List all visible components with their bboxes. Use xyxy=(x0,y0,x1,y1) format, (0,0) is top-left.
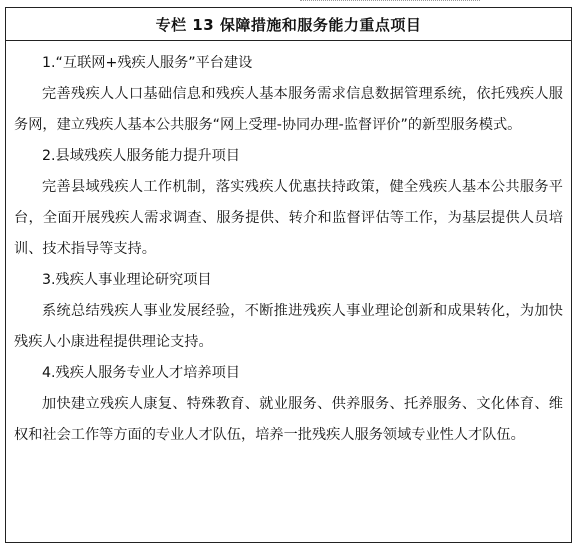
section-heading: 2.县域残疾人服务能力提升项目 xyxy=(42,148,240,164)
section-3 xyxy=(14,265,563,358)
box-body xyxy=(6,41,571,451)
section-text: 完善县域残疾人工作机制，落实残疾人优惠扶持政策，健全残疾人基本公共服务平台，全面开展残疾人需求调查、服务提供、转介和监督评估等工作，为基层提供人员培训、技术指导等支持。 xyxy=(14,179,563,257)
section-text: 加快建立残疾人康复、特殊教育、就业服务、供养服务、托养服务、文化体育、维权和社会工作等方面的专业人才队伍，培养一批残疾人服务领域专业性人才队伍。 xyxy=(14,396,563,443)
section-4 xyxy=(14,358,563,451)
cropped-previous-line xyxy=(0,0,580,3)
cropped-text-fragment xyxy=(300,0,480,3)
feature-box xyxy=(5,7,572,543)
section-2 xyxy=(14,141,563,265)
section-text: 完善残疾人人口基础信息和残疾人基本服务需求信息数据管理系统，依托残疾人服务网，建立残疾人基本公共服务“网上受理-协同办理-监督评价”的新型服务模式。 xyxy=(14,86,563,133)
section-heading: 1.“互联网+残疾人服务”平台建设 xyxy=(42,55,253,71)
section-text: 系统总结残疾人事业发展经验，不断推进残疾人事业理论创新和成果转化，为加快残疾人小康进程提供理论支持。 xyxy=(14,303,563,350)
section-1 xyxy=(14,48,563,141)
box-title: 专栏 13 保障措施和服务能力重点项目 xyxy=(6,8,571,41)
section-heading: 4.残疾人服务专业人才培养项目 xyxy=(42,365,240,381)
section-heading: 3.残疾人事业理论研究项目 xyxy=(42,272,212,288)
